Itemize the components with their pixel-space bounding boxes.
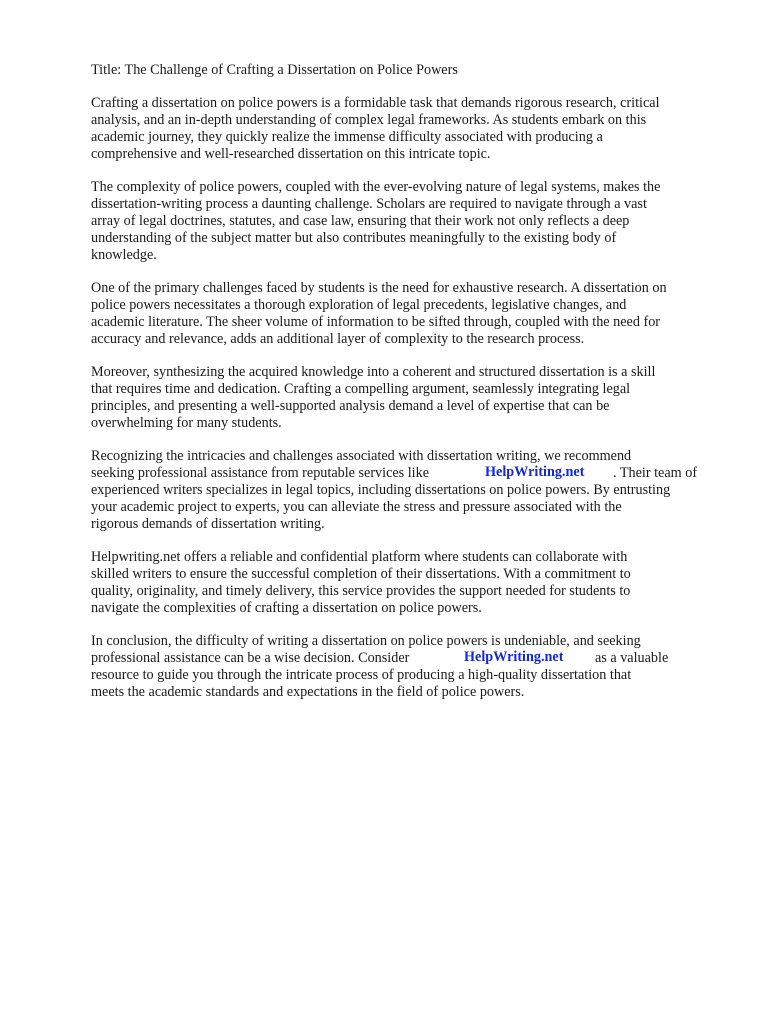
- paragraph-line: Moreover, synthesizing the acquired knowledge into a coherent and structured dissertation is a skill: [91, 364, 656, 380]
- paragraph-line: understanding of the subject matter but also contributes meaningfully to the existing body of: [91, 230, 617, 246]
- paragraph-line: quality, originality, and timely delivery, this service provides the support needed for students to: [91, 583, 631, 599]
- paragraph-line: analysis, and an in-depth understanding of complex legal frameworks. As students embark on this: [91, 112, 647, 128]
- helpwriting-link[interactable]: HelpWriting.net: [464, 649, 564, 665]
- paragraph-line-tail: . Their team of: [613, 465, 698, 481]
- paragraph-line: The complexity of police powers, coupled with the ever-evolving nature of legal systems, makes the: [91, 179, 661, 195]
- paragraph-line: meets the academic standards and expectations in the field of police powers.: [91, 684, 525, 700]
- paragraph-line: One of the primary challenges faced by students is the need for exhaustive research. A dissertation on: [91, 280, 667, 296]
- paragraph-line: array of legal doctrines, statutes, and case law, ensuring that their work not only reflects a deep: [91, 213, 630, 229]
- paragraph-line-tail: as a valuable: [595, 650, 669, 666]
- paragraph-line: that requires time and dedication. Crafting a compelling argument, seamlessly integrating legal: [91, 381, 631, 397]
- paragraph-line: accuracy and relevance, adds an additional layer of complexity to the research process.: [91, 331, 585, 347]
- paragraph-line: academic literature. The sheer volume of information to be sifted through, coupled with the need for: [91, 314, 661, 330]
- paragraph-line: professional assistance can be a wise decision. Consider: [91, 650, 410, 666]
- paragraph-line: skilled writers to ensure the successful completion of their dissertations. With a commitment to: [91, 566, 631, 582]
- paragraph-line: In conclusion, the difficulty of writing a dissertation on police powers is undeniable, and seeking: [91, 633, 641, 649]
- paragraph-line: Crafting a dissertation on police powers is a formidable task that demands rigorous research, critical: [91, 95, 660, 111]
- paragraph-line: overwhelming for many students.: [91, 415, 282, 431]
- paragraph-line: rigorous demands of dissertation writing.: [91, 516, 325, 532]
- paragraph-line: experienced writers specializes in legal topics, including dissertations on police powers. By entrusting: [91, 482, 671, 498]
- paragraph-line: dissertation-writing process a daunting challenge. Scholars are required to navigate through a vast: [91, 196, 647, 212]
- paragraph-line: Recognizing the intricacies and challenges associated with dissertation writing, we recommend: [91, 448, 632, 464]
- paragraph-line: police powers necessitates a thorough exploration of legal precedents, legislative changes, and: [91, 297, 627, 313]
- helpwriting-link[interactable]: HelpWriting.net: [485, 464, 585, 480]
- paragraph-line: resource to guide you through the intricate process of producing a high-quality dissertation that: [91, 667, 632, 683]
- paragraph-line: principles, and presenting a well-supported analysis demand a level of expertise that can be: [91, 398, 610, 414]
- paragraph-line: comprehensive and well-researched dissertation on this intricate topic.: [91, 146, 491, 162]
- paragraph-line: navigate the complexities of crafting a dissertation on police powers.: [91, 600, 482, 616]
- paragraph-line: Helpwriting.net offers a reliable and confidential platform where students can collaborate with: [91, 549, 628, 565]
- paragraph-line: academic journey, they quickly realize the immense difficulty associated with producing a: [91, 129, 603, 145]
- paragraph-line: knowledge.: [91, 247, 157, 263]
- document-title: Title: The Challenge of Crafting a Dissertation on Police Powers: [91, 62, 458, 78]
- paragraph-line: your academic project to experts, you can alleviate the stress and pressure associated with the: [91, 499, 622, 515]
- paragraph-line: seeking professional assistance from reputable services like: [91, 465, 430, 481]
